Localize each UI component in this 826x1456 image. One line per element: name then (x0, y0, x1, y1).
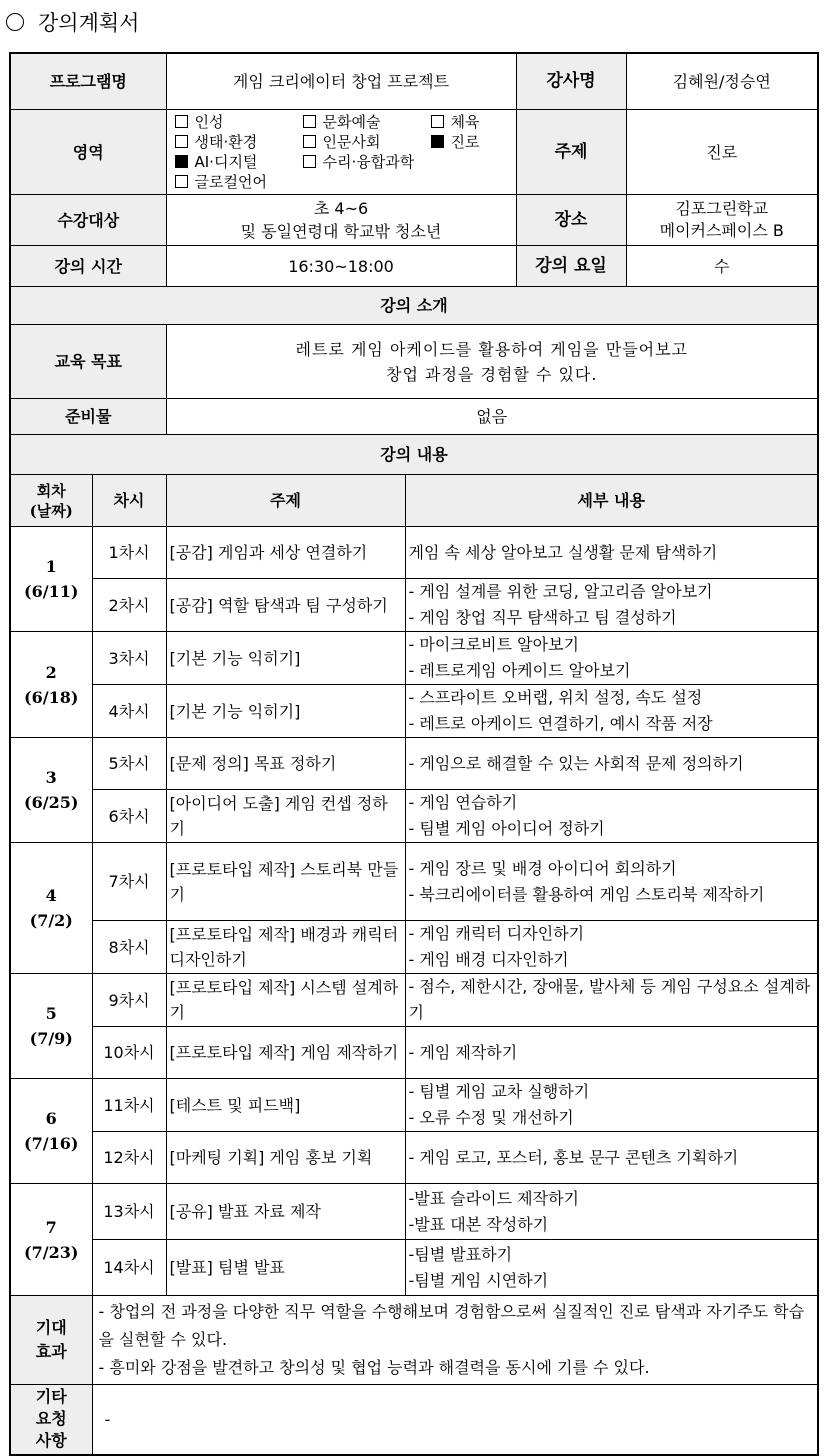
topic-cell: [기본 기능 익히기] (166, 632, 405, 685)
period-cell: 7차시 (92, 843, 166, 921)
detail-line: - 북크리에이터를 활용하여 게임 스토리북 제작하기 (408, 884, 765, 904)
detail-cell (405, 579, 818, 632)
session-cell (10, 974, 92, 1079)
area-option (431, 112, 521, 132)
program-name: 게임 크리에이터 창업 프로젝트 (166, 53, 516, 110)
detail-cell (405, 1132, 818, 1184)
topic-cell: [공감] 게임과 세상 연결하기 (166, 527, 405, 579)
detail-cell (405, 790, 818, 843)
period-cell: 6차시 (92, 790, 166, 843)
checked-box-icon (431, 135, 444, 148)
target-value (166, 195, 516, 246)
detail-cell (405, 974, 818, 1027)
detail-line: - 게임 창업 직무 탐색하고 팀 결성하기 (408, 608, 677, 627)
session-date: (6/11) (24, 582, 79, 601)
area-option (175, 112, 303, 132)
time-value: 16:30~18:00 (166, 246, 516, 287)
topic-cell: [마케팅 기획] 게임 홍보 기획 (166, 1132, 405, 1184)
detail-cell (405, 1079, 818, 1132)
area-option-label: 글로컬언어 (194, 173, 267, 191)
detail-line: - 게임 장르 및 배경 아이디어 회의하기 (408, 858, 677, 878)
topic-cell: [기본 기능 익히기] (166, 685, 405, 738)
topic-cell: [테스트 및 피드백] (166, 1079, 405, 1132)
table-row (10, 1132, 818, 1184)
checkbox-icon (303, 115, 316, 128)
session-number: 4 (45, 886, 57, 905)
subject-value: 진로 (706, 142, 738, 162)
topic-cell: [아이디어 도출] 게임 컨셉 정하기 (166, 790, 405, 843)
detail-cell (405, 1240, 818, 1296)
program-label: 프로그램명 (10, 53, 166, 110)
period-cell: 13차시 (92, 1184, 166, 1240)
instructor-name: 김혜원/정승연 (672, 72, 771, 91)
session-number: 1 (45, 557, 57, 576)
document-title-text: 강의계획서 (38, 11, 140, 35)
session-number: 6 (45, 1109, 57, 1128)
materials-label: 준비물 (10, 399, 166, 435)
detail-line: - 팀별 게임 아이디어 정하기 (408, 819, 605, 838)
checkbox-icon (175, 135, 188, 148)
session-number: 3 (45, 768, 57, 787)
area-option (175, 172, 303, 192)
target-line-1: 초 4~6 (313, 199, 369, 218)
detail-line: - 게임 로고, 포스터, 홍보 문구 콘텐츠 기획하기 (408, 1147, 739, 1167)
area-option-label: AI·디지털 (194, 153, 258, 171)
goal-line-2: 창업 과정을 경험할 수 있다. (386, 364, 598, 384)
session-cell (10, 1184, 92, 1296)
detail-line: - 오류 수정 및 개선하기 (408, 1108, 574, 1127)
document-title (6, 4, 139, 40)
session-date: (7/9) (29, 1029, 73, 1048)
place-line-2: 메이커스페이스 B (659, 221, 784, 240)
topic-cell: [발표] 팀별 발표 (166, 1240, 405, 1296)
period-cell: 5차시 (92, 738, 166, 790)
checkbox-icon (175, 175, 188, 188)
session-date: (6/25) (24, 793, 79, 812)
detail-cell (405, 632, 818, 685)
period-cell: 4차시 (92, 685, 166, 738)
area-option-label: 수리·융합과학 (322, 153, 415, 171)
session-date: (7/23) (24, 1242, 79, 1262)
goal-label: 교육 목표 (10, 325, 166, 399)
circle-icon (6, 13, 24, 31)
session-number: 5 (45, 1004, 57, 1023)
detail-line: - 게임 설계를 위한 코딩, 알고리즘 알아보기 (408, 582, 713, 601)
session-date: (7/2) (29, 911, 73, 930)
day-label: 강의 요일 (517, 246, 627, 286)
period-cell: 3차시 (92, 632, 166, 685)
detail-line: - 점수, 제한시간, 장애물, 발사체 등 게임 구성요소 설계하기 (408, 977, 811, 1022)
area-option (303, 152, 431, 172)
session-number: 7 (45, 1217, 57, 1237)
detail-cell (405, 1027, 818, 1079)
topic-cell: [프로토타입 제작] 배경과 캐릭터 디자인하기 (166, 921, 405, 974)
topic-cell: [프로토타입 제작] 게임 제작하기 (166, 1027, 405, 1079)
detail-line: - 게임 제작하기 (408, 1042, 518, 1062)
detail-line: - 팀별 게임 교차 실행하기 (408, 1082, 590, 1101)
topic-cell: [공유] 발표 자료 제작 (166, 1184, 405, 1240)
area-option (303, 132, 431, 152)
lecture-plan-table (9, 52, 819, 1456)
place-label: 장소 (517, 195, 627, 245)
detail-line: - 게임 배경 디자인하기 (408, 950, 569, 969)
session-cell (10, 632, 92, 738)
detail-line: - 스프라이트 오버랩, 위치 설정, 속도 설정 (408, 688, 703, 707)
table-row (10, 579, 818, 632)
expected-value (92, 1296, 818, 1385)
area-option (175, 132, 303, 152)
goal-line-1: 레트로 게임 아케이드를 활용하여 게임을 만들어보고 (295, 339, 688, 359)
detail-line: - 게임 캐릭터 디자인하기 (408, 924, 585, 943)
col-topic: 주제 (166, 475, 405, 527)
place-line-1: 김포그린학교 (675, 199, 769, 218)
table-row (10, 790, 818, 843)
table-row (10, 632, 818, 685)
col-period: 차시 (92, 475, 166, 527)
session-cell (10, 843, 92, 974)
detail-line: - 게임 연습하기 (408, 793, 518, 812)
col-session: 회차 (날짜) (10, 475, 92, 527)
area-option (303, 112, 431, 132)
period-cell: 10차시 (92, 1027, 166, 1079)
session-date: (7/16) (24, 1134, 79, 1153)
topic-cell: [공감] 역할 탐색과 팀 구성하기 (166, 579, 405, 632)
detail-cell (405, 527, 818, 579)
period-cell: 9차시 (92, 974, 166, 1027)
area-label: 영역 (10, 110, 166, 195)
table-row (10, 1184, 818, 1240)
period-cell: 14차시 (92, 1240, 166, 1296)
intro-header: 강의 소개 (10, 287, 818, 325)
expected-line-2: - 흥미와 강점을 발견하고 창의성 및 협업 능력과 해결력을 동시에 기를 수 있다. (98, 1358, 650, 1377)
table-row (10, 1079, 818, 1132)
table-row (10, 738, 818, 790)
detail-line: -발표 대본 작성하기 (408, 1214, 549, 1234)
detail-cell (405, 1184, 818, 1240)
goal-value (166, 325, 818, 399)
detail-cell (405, 685, 818, 738)
period-cell: 1차시 (92, 527, 166, 579)
session-date: (6/18) (24, 687, 79, 707)
table-row (10, 685, 818, 738)
day-value: 수 (714, 256, 730, 276)
time-label: 강의 시간 (10, 246, 166, 287)
session-cell (10, 527, 92, 632)
session-number: 2 (45, 662, 57, 682)
area-option-label: 인문사회 (322, 133, 381, 151)
session-cell (10, 1079, 92, 1184)
table-row (10, 527, 818, 579)
checkbox-icon (431, 115, 444, 128)
target-label: 수강대상 (10, 195, 166, 246)
area-option-label: 진로 (450, 133, 480, 151)
area-options (167, 110, 516, 194)
detail-cell (405, 843, 818, 921)
detail-line: - 게임으로 해결할 수 있는 사회적 문제 정의하기 (408, 753, 744, 773)
area-option (431, 132, 521, 152)
table-row (10, 921, 818, 974)
content-header: 강의 내용 (10, 435, 818, 475)
checkbox-icon (175, 115, 188, 128)
checkbox-icon (303, 135, 316, 148)
period-cell: 8차시 (92, 921, 166, 974)
detail-line: - 마이크로비트 알아보기 (408, 635, 580, 654)
table-row (10, 1027, 818, 1079)
etc-value: - (92, 1385, 818, 1455)
subject-label: 주제 (517, 110, 627, 194)
detail-line: -팀별 게임 시연하기 (408, 1270, 549, 1290)
period-cell: 12차시 (92, 1132, 166, 1184)
table-row (10, 843, 818, 921)
topic-cell: [프로토타입 제작] 스토리북 만들기 (166, 843, 405, 921)
detail-line: 게임 속 세상 알아보고 실생활 문제 탐색하기 (408, 542, 718, 562)
expected-line-1: - 창업의 전 과정을 다양한 직무 역할을 수행해보며 경험함으로써 실질적인 진로 탐색과 자기주도 학습을 실현할 수 있다. (98, 1302, 805, 1349)
instructor-label: 강사명 (517, 54, 627, 109)
area-option (431, 152, 521, 172)
period-cell: 11차시 (92, 1079, 166, 1132)
topic-cell: [문제 정의] 목표 정하기 (166, 738, 405, 790)
target-line-2: 및 동일연령대 학교밖 청소년 (240, 222, 442, 241)
checked-box-icon (175, 155, 188, 168)
table-row (10, 1240, 818, 1296)
area-option-label: 체육 (450, 113, 480, 131)
detail-line: - 레트로 아케이드 연결하기, 예시 작품 저장 (408, 714, 713, 733)
period-cell: 2차시 (92, 579, 166, 632)
detail-cell (405, 738, 818, 790)
detail-cell (405, 921, 818, 974)
detail-line: -팀별 발표하기 (408, 1244, 513, 1264)
materials-value: 없음 (166, 399, 818, 435)
detail-line: -발표 슬라이드 제작하기 (408, 1188, 580, 1208)
session-cell (10, 738, 92, 843)
detail-line: - 레트로게임 아케이드 알아보기 (408, 661, 631, 680)
topic-cell: [프로토타입 제작] 시스템 설계하기 (166, 974, 405, 1027)
area-option-label: 생태·환경 (194, 133, 258, 151)
table-row (10, 974, 818, 1027)
area-option-label: 문화예술 (322, 113, 381, 131)
area-option-label: 인성 (194, 113, 224, 131)
place-value (627, 195, 818, 245)
col-detail: 세부 내용 (405, 475, 818, 527)
expected-label: 기대 효과 (10, 1296, 92, 1385)
checkbox-icon (303, 155, 316, 168)
etc-label: 기타 요청 사항 (10, 1385, 92, 1455)
area-option (175, 152, 303, 172)
